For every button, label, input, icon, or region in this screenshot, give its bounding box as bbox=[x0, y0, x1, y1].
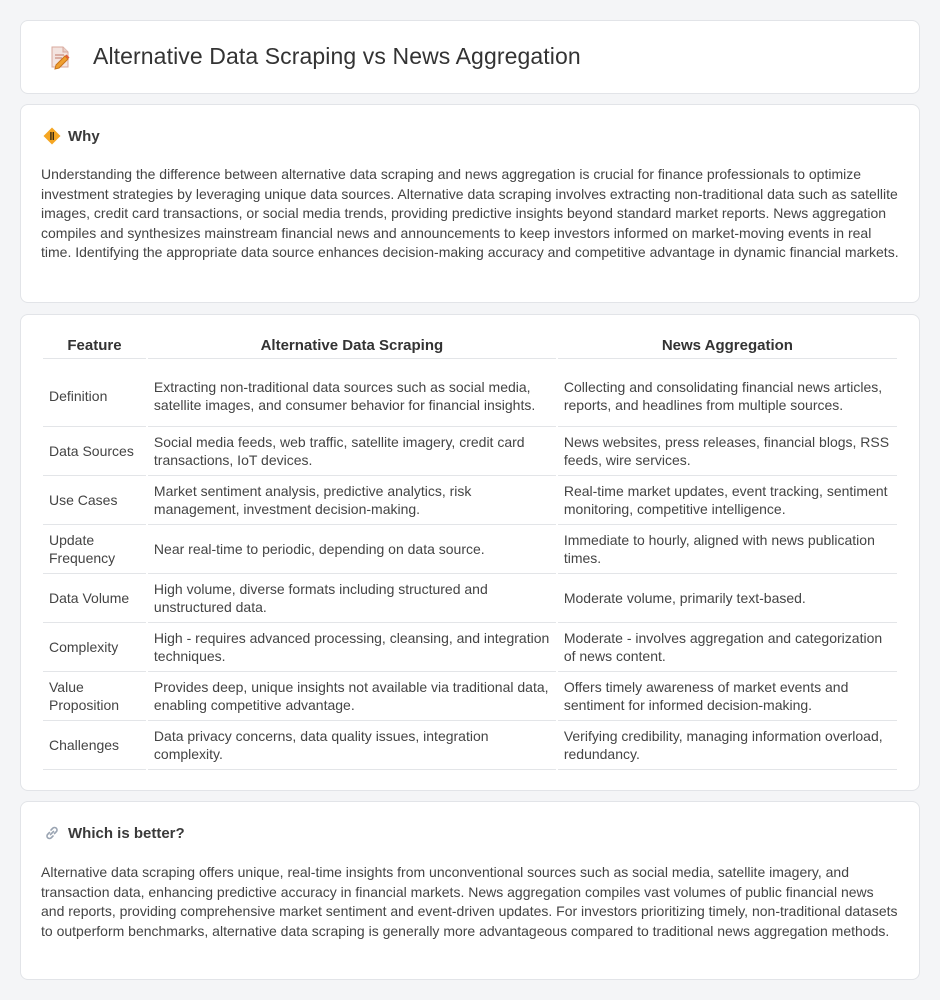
row-news: Verifying credibility, managing information overload, redundancy. bbox=[558, 721, 897, 770]
row-feature: Data Volume bbox=[43, 574, 146, 623]
table-row bbox=[43, 427, 897, 476]
table-header-row bbox=[43, 337, 897, 359]
why-header bbox=[43, 127, 100, 145]
row-alternative: Market sentiment analysis, predictive analytics, risk management, investment decision-making. bbox=[148, 476, 556, 525]
row-news: Real-time market updates, event tracking, sentiment monitoring, competitive intelligence. bbox=[558, 476, 897, 525]
better-text: Alternative data scraping offers unique, real-time insights from unconventional sources such as social media, satellite imagery, and transaction data, enhancing predictive accuracy in financial markets. News aggregation compiles vast volumes of public financial news and reports, providing comprehensive market sentiment and event-driven updates. For investors prioritizing timely, non-traditional datasets to outperform benchmarks, alternative data scraping is generally more advantageous compared to traditional news aggregation methods. bbox=[41, 864, 898, 939]
page-title: Alternative Data Scraping vs News Aggregation bbox=[93, 43, 581, 69]
comparison-table-card bbox=[20, 314, 920, 791]
table-row bbox=[43, 574, 897, 623]
row-alternative: Extracting non-traditional data sources such as social media, satellite images, and consumer behavior for financial insights. bbox=[148, 359, 556, 427]
row-feature: Data Sources bbox=[43, 427, 146, 476]
link-icon bbox=[43, 824, 61, 842]
title-row bbox=[47, 43, 581, 70]
table-row bbox=[43, 672, 897, 721]
row-alternative: High volume, diverse formats including structured and unstructured data. bbox=[148, 574, 556, 623]
title-card bbox=[20, 20, 920, 94]
comparison-table bbox=[41, 337, 899, 770]
why-text: Understanding the difference between alternative data scraping and news aggregation is crucial for finance professionals to optimize investment strategies by leveraging unique data sources. Alternative data scraping involves extracting non-traditional data such as satellite images, credit card transactions, or social media trends, providing predictive insights beyond standard market reports. News aggregation compiles and synthesizes mainstream financial news and announcements to keep investors informed on market-moving events in real time. Identifying the appropriate data source enhances decision-making accuracy and competitive advantage in dynamic financial markets. bbox=[41, 166, 899, 260]
row-alternative: Data privacy concerns, data quality issues, integration complexity. bbox=[148, 721, 556, 770]
row-alternative: Social media feeds, web traffic, satellite imagery, credit card transactions, IoT devices. bbox=[148, 427, 556, 476]
better-title: Which is better? bbox=[68, 824, 185, 842]
header-feature: Feature bbox=[43, 337, 146, 359]
table-row bbox=[43, 721, 897, 770]
row-alternative: Near real-time to periodic, depending on data source. bbox=[148, 525, 556, 574]
row-feature: Value Proposition bbox=[43, 672, 146, 721]
row-feature: Update Frequency bbox=[43, 525, 146, 574]
row-news: Collecting and consolidating financial news articles, reports, and headlines from multiple sources. bbox=[558, 359, 897, 427]
table-row bbox=[43, 476, 897, 525]
row-alternative: High - requires advanced processing, cleansing, and integration techniques. bbox=[148, 623, 556, 672]
row-alternative: Provides deep, unique insights not available via traditional data, enabling competitive advantage. bbox=[148, 672, 556, 721]
header-news-aggregation: News Aggregation bbox=[558, 337, 897, 359]
better-header bbox=[43, 824, 185, 842]
which-is-better-section bbox=[20, 801, 920, 980]
why-section bbox=[20, 104, 920, 303]
table-row bbox=[43, 623, 897, 672]
row-feature: Definition bbox=[43, 359, 146, 427]
row-news: News websites, press releases, financial blogs, RSS feeds, wire services. bbox=[558, 427, 897, 476]
diamond-warning-icon bbox=[43, 127, 61, 145]
row-feature: Use Cases bbox=[43, 476, 146, 525]
row-news: Immediate to hourly, aligned with news publication times. bbox=[558, 525, 897, 574]
document-pencil-icon bbox=[47, 44, 73, 70]
row-feature: Challenges bbox=[43, 721, 146, 770]
table-row bbox=[43, 525, 897, 574]
table-row bbox=[43, 359, 897, 427]
row-feature: Complexity bbox=[43, 623, 146, 672]
row-news: Moderate volume, primarily text-based. bbox=[558, 574, 897, 623]
header-alternative-data: Alternative Data Scraping bbox=[148, 337, 556, 359]
why-title: Why bbox=[68, 127, 100, 145]
row-news: Moderate - involves aggregation and categorization of news content. bbox=[558, 623, 897, 672]
row-news: Offers timely awareness of market events and sentiment for informed decision-making. bbox=[558, 672, 897, 721]
